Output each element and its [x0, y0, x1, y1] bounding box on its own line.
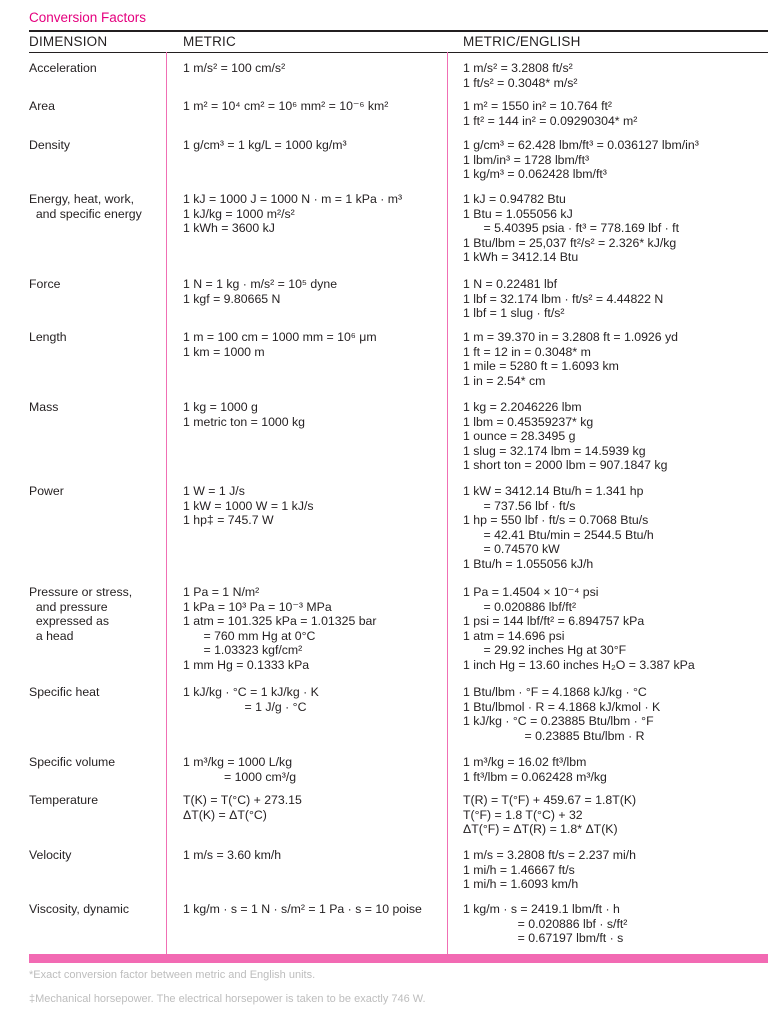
cell-line: 1 mm Hg = 0.1333 kPa [183, 657, 310, 672]
cell-line: 1 kWh = 3600 kJ [183, 221, 275, 236]
header-metric: METRIC [183, 34, 236, 49]
cell-line: Area [29, 99, 55, 113]
cell-line: expressed as [29, 614, 109, 629]
cell-line: 1 kg/m³ = 0.062428 lbm/ft³ [463, 167, 607, 182]
cell-line: T(°F) = 1.8 T(°C) + 32 [463, 807, 583, 822]
cell-line: a head [29, 628, 74, 643]
cell-line: 1 atm = 101.325 kPa = 1.01325 bar [183, 614, 377, 629]
cell-line: = 42.41 Btu/min = 2544.5 Btu/h [463, 527, 654, 542]
header-metric-english: METRIC/ENGLISH [463, 34, 581, 49]
dimension-cell [29, 585, 132, 643]
column-divider-1 [166, 52, 167, 954]
cell-line: = 0.74570 kW [463, 542, 560, 557]
dimension-cell [29, 793, 98, 808]
cell-line: 1 kJ = 0.94782 Btu [463, 192, 566, 206]
cell-line: 1 m = 39.370 in = 3.2808 ft = 1.0926 yd [463, 330, 679, 344]
metric-english-cell [463, 902, 627, 946]
cell-line: 1 ounce = 28.3495 g [463, 429, 576, 444]
cell-line: 1 ft³/lbm = 0.062428 m³/kg [463, 769, 607, 784]
metric-english-cell [463, 400, 667, 473]
metric-cell [183, 99, 388, 114]
cell-line: = 1.03323 kgf/cm² [183, 643, 303, 658]
cell-line: 1 Pa = 1 N/m² [183, 585, 260, 599]
bottom-pink-rule [29, 954, 768, 963]
cell-line: 1 Pa = 1.4504 × 10⁻⁴ psi [463, 585, 599, 599]
metric-cell [183, 138, 347, 153]
cell-line: 1 kgf = 9.80665 N [183, 291, 281, 306]
cell-line: Specific heat [29, 685, 100, 699]
column-divider-2 [447, 52, 448, 954]
dimension-cell [29, 138, 70, 153]
metric-english-cell [463, 685, 660, 743]
cell-line: 1 kg = 1000 g [183, 400, 258, 414]
cell-line: 1 N = 1 kg · m/s² = 10⁵ dyne [183, 277, 338, 291]
metric-english-cell [463, 848, 636, 892]
cell-line: 1 m³/kg = 16.02 ft³/lbm [463, 755, 587, 769]
metric-cell [183, 848, 281, 863]
cell-line: 1 inch Hg = 13.60 inches H₂O = 3.387 kPa [463, 657, 695, 672]
cell-line: 1 lbm/in³ = 1728 lbm/ft³ [463, 152, 590, 167]
cell-line: 1 kPa = 10³ Pa = 10⁻³ MPa [183, 599, 332, 614]
cell-line: 1 lbf = 1 slug · ft/s² [463, 306, 565, 321]
cell-line: T(R) = T(°F) + 459.67 = 1.8T(K) [463, 793, 637, 807]
metric-cell [183, 793, 302, 822]
metric-cell [183, 484, 314, 528]
cell-line: = 0.23885 Btu/lbm · R [463, 728, 645, 743]
cell-line: Power [29, 484, 64, 498]
cell-line: 1 m² = 1550 in² = 10.764 ft² [463, 99, 613, 113]
header-dimension: DIMENSION [29, 34, 108, 49]
dimension-cell [29, 685, 99, 700]
cell-line: 1 kW = 3412.14 Btu/h = 1.341 hp [463, 484, 644, 498]
cell-line: 1 m/s² = 100 cm/s² [183, 61, 286, 75]
metric-english-cell [463, 138, 699, 182]
cell-line: 1 atm = 14.696 psi [463, 628, 565, 643]
cell-line: 1 m/s² = 3.2808 ft/s² [463, 61, 573, 75]
dimension-cell [29, 400, 58, 415]
cell-line: Viscosity, dynamic [29, 902, 130, 916]
cell-line: = 0.020886 lbf/ft² [463, 599, 577, 614]
cell-line: Specific volume [29, 755, 116, 769]
cell-line: Temperature [29, 793, 99, 807]
dimension-cell [29, 192, 142, 221]
cell-line: Energy, heat, work, [29, 192, 135, 206]
cell-line: 1 Btu/h = 1.055056 kJ/h [463, 556, 594, 571]
cell-line: 1 kg/m · s = 2419.1 lbm/ft · h [463, 902, 620, 916]
metric-cell [183, 585, 376, 673]
cell-line: 1 Btu = 1.055056 kJ [463, 206, 573, 221]
cell-line: 1 slug = 32.174 lbm = 14.5939 kg [463, 443, 646, 458]
cell-line: 1 m/s = 3.60 km/h [183, 848, 282, 862]
cell-line: 1 Btu/lbm · °F = 4.1868 kJ/kg · °C [463, 685, 647, 699]
cell-line: 1 kJ/kg · °C = 1 kJ/kg · K [183, 685, 319, 699]
cell-line: Length [29, 330, 67, 344]
cell-line: Velocity [29, 848, 72, 862]
cell-line: 1 m² = 10⁴ cm² = 10⁶ mm² = 10⁻⁶ km² [183, 99, 389, 113]
cell-line: ΔT(°F) = ΔT(R) = 1.8* ΔT(K) [463, 822, 618, 837]
cell-line: 1 lbf = 32.174 lbm · ft/s² = 4.44822 N [463, 291, 664, 306]
cell-line: 1 kWh = 3412.14 Btu [463, 250, 579, 265]
metric-cell [183, 277, 337, 306]
cell-line: ΔT(K) = ΔT(°C) [183, 807, 267, 822]
cell-line: and pressure [29, 599, 108, 614]
cell-line: 1 lbm = 0.45359237* kg [463, 414, 594, 429]
metric-cell [183, 685, 319, 714]
cell-line: 1 ft² = 144 in² = 0.09290304* m² [463, 113, 638, 128]
cell-line: 1 m³/kg = 1000 L/kg [183, 755, 293, 769]
dimension-cell [29, 61, 97, 76]
dimension-cell [29, 99, 55, 114]
cell-line: 1 Btu/lbm = 25,037 ft²/s² = 2.326* kJ/kg [463, 235, 677, 250]
metric-cell [183, 192, 402, 236]
cell-line: 1 g/cm³ = 1 kg/L = 1000 kg/m³ [183, 138, 347, 152]
cell-line: 1 hp‡ = 745.7 W [183, 513, 274, 528]
metric-english-cell [463, 277, 663, 321]
cell-line: 1 mi/h = 1.6093 km/h [463, 877, 579, 892]
metric-english-cell [463, 61, 577, 90]
cell-line: = 760 mm Hg at 0°C [183, 628, 316, 643]
cell-line: 1 short ton = 2000 lbm = 907.1847 kg [463, 458, 668, 473]
cell-line: 1 W = 1 J/s [183, 484, 245, 498]
cell-line: 1 ft = 12 in = 0.3048* m [463, 344, 591, 359]
cell-line: 1 m/s = 3.2808 ft/s = 2.237 mi/h [463, 848, 636, 862]
cell-line: 1 ft/s² = 0.3048* m/s² [463, 75, 578, 90]
dimension-cell [29, 330, 67, 345]
cell-line: Mass [29, 400, 59, 414]
dimension-cell [29, 484, 64, 499]
metric-english-cell [463, 99, 637, 128]
cell-line: 1 Btu/lbmol · R = 4.1868 kJ/kmol · K [463, 699, 661, 714]
cell-line: Force [29, 277, 61, 291]
metric-english-cell [463, 192, 679, 265]
dimension-cell [29, 277, 60, 292]
cell-line: T(K) = T(°C) + 273.15 [183, 793, 302, 807]
cell-line: 1 in = 2.54* cm [463, 373, 546, 388]
cell-line: and specific energy [29, 206, 142, 221]
metric-english-cell [463, 755, 607, 784]
cell-line: = 737.56 lbf · ft/s [463, 498, 576, 513]
dimension-cell [29, 848, 71, 863]
cell-line: 1 mi/h = 1.46667 ft/s [463, 862, 575, 877]
dimension-cell [29, 902, 129, 917]
cell-line: 1 kW = 1000 W = 1 kJ/s [183, 498, 314, 513]
footnote-horsepower: ‡Mechanical horsepower. The electrical horsepower is taken to be exactly 746 W. [29, 993, 426, 1005]
cell-line: Density [29, 138, 71, 152]
cell-line: 1 kJ/kg = 1000 m²/s² [183, 206, 295, 221]
cell-line: = 0.020886 lbf · s/ft² [463, 916, 628, 931]
cell-line: 1 kJ/kg · °C = 0.23885 Btu/lbm · °F [463, 714, 654, 729]
metric-cell [183, 902, 422, 917]
top-rule [29, 30, 768, 32]
cell-line: = 0.67197 lbm/ft · s [463, 931, 624, 946]
cell-line: 1 kg = 2.2046226 lbm [463, 400, 582, 414]
cell-line: 1 metric ton = 1000 kg [183, 414, 306, 429]
metric-cell [183, 755, 296, 784]
cell-line: Acceleration [29, 61, 97, 75]
cell-line: Pressure or stress, [29, 585, 133, 599]
cell-line: 1 km = 1000 m [183, 344, 265, 359]
cell-line: = 5.40395 psia · ft³ = 778.169 lbf · ft [463, 221, 680, 236]
cell-line: 1 m = 100 cm = 1000 mm = 10⁶ μm [183, 330, 377, 344]
metric-cell [183, 330, 377, 359]
dimension-cell [29, 755, 115, 770]
cell-line: 1 psi = 144 lbf/ft² = 6.894757 kPa [463, 614, 645, 629]
cell-line: 1 g/cm³ = 62.428 lbm/ft³ = 0.036127 lbm/in³ [463, 138, 699, 152]
cell-line: = 29.92 inches Hg at 30°F [463, 643, 627, 658]
metric-english-cell [463, 330, 678, 388]
cell-line: 1 N = 0.22481 lbf [463, 277, 558, 291]
footnote-exact: *Exact conversion factor between metric and English units. [29, 969, 316, 981]
metric-cell [183, 400, 305, 429]
header-rule [29, 52, 768, 53]
cell-line: = 1000 cm³/g [183, 769, 297, 784]
metric-english-cell [463, 484, 654, 572]
cell-line: = 1 J/g · °C [183, 699, 307, 714]
cell-line: 1 hp = 550 lbf · ft/s = 0.7068 Btu/s [463, 513, 649, 528]
table-title: Conversion Factors [29, 10, 147, 25]
cell-line: 1 kJ = 1000 J = 1000 N · m = 1 kPa · m³ [183, 192, 403, 206]
metric-english-cell [463, 793, 636, 837]
cell-line: 1 mile = 5280 ft = 1.6093 km [463, 359, 619, 374]
metric-english-cell [463, 585, 695, 673]
cell-line: 1 kg/m · s = 1 N · s/m² = 1 Pa · s = 10 poise [183, 902, 422, 916]
metric-cell [183, 61, 285, 76]
